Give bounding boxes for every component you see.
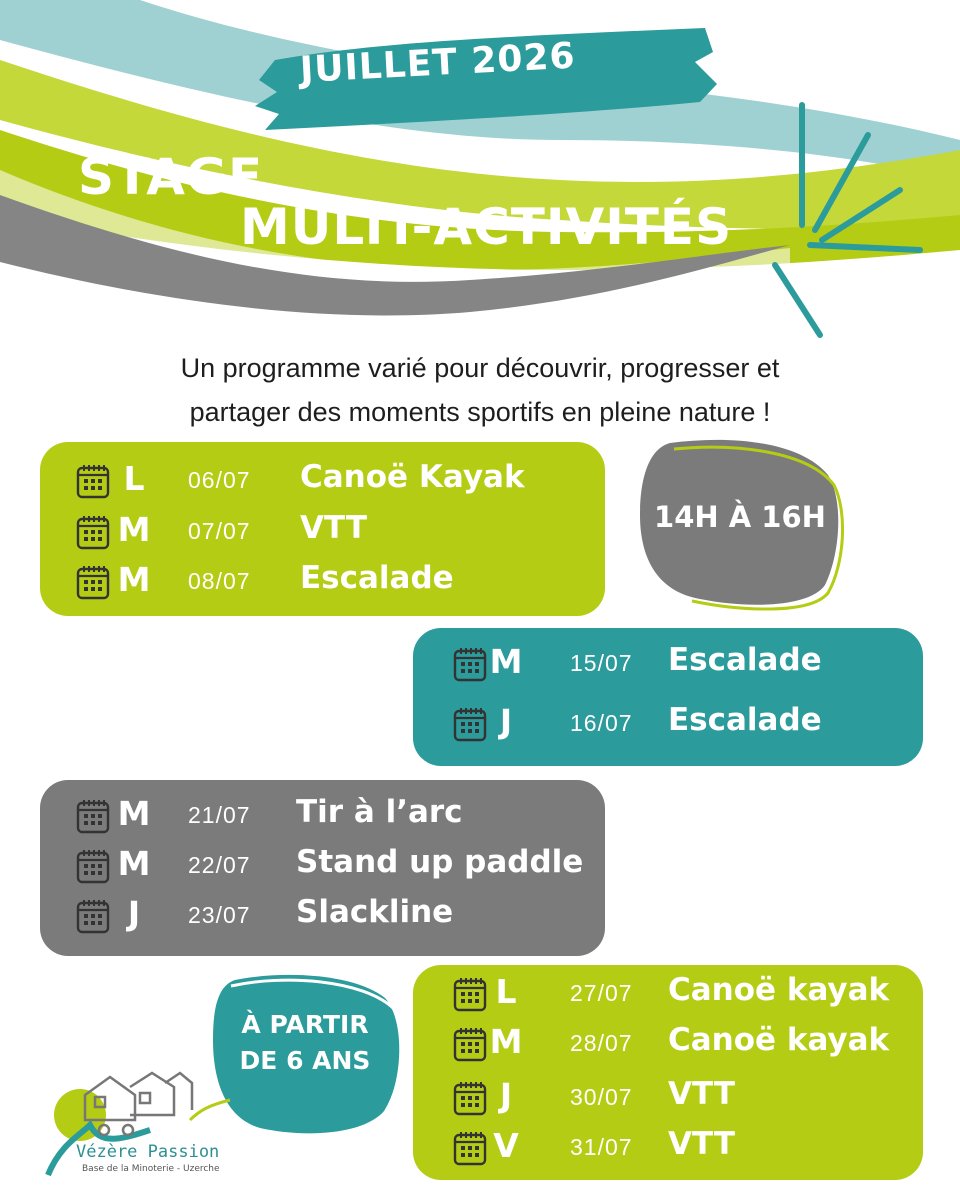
calendar-icon (453, 1080, 487, 1116)
logo-tagline: Base de la Minoterie - Uzerche (82, 1164, 220, 1174)
hours-badge: 14H À 16H (654, 500, 826, 534)
session-date: 06/07 (188, 467, 251, 493)
session-date: 16/07 (570, 710, 633, 736)
session-activity: Stand up paddle (296, 844, 584, 880)
session-day: L (495, 972, 517, 1011)
calendar-icon (453, 1130, 487, 1166)
sparkle-lines-icon (760, 90, 940, 350)
intro-text (0, 346, 960, 434)
calendar-icon (76, 898, 110, 934)
session-day: M (117, 794, 151, 833)
session-date: 30/07 (570, 1084, 633, 1110)
session-day: L (123, 459, 145, 498)
session-activity: VTT (668, 1126, 735, 1162)
calendar-icon (453, 646, 487, 682)
session-activity: Canoë kayak (668, 1022, 890, 1058)
calendar-icon (76, 798, 110, 834)
calendar-icon (76, 463, 110, 499)
session-activity: Escalade (668, 702, 822, 738)
session-day: J (499, 702, 513, 741)
session-day: M (117, 844, 151, 883)
calendar-icon (76, 514, 110, 550)
session-activity: VTT (668, 1076, 735, 1112)
calendar-icon (76, 848, 110, 884)
page-title-line1: STAGE (78, 148, 264, 206)
session-date: 31/07 (570, 1134, 633, 1160)
session-activity: VTT (300, 510, 367, 546)
session-activity: Canoë kayak (668, 972, 890, 1008)
age-badge-line2: DE 6 ANS (239, 1046, 371, 1075)
session-day: J (499, 1076, 513, 1115)
session-activity: Escalade (300, 560, 454, 596)
session-date: 27/07 (570, 980, 633, 1006)
session-day: J (127, 894, 141, 933)
session-date: 21/07 (188, 802, 251, 828)
intro-line-1: Un programme varié pour découvrir, progresser et (180, 353, 780, 383)
session-activity: Tir à l’arc (296, 794, 463, 830)
logo-name: Vézère Passion (76, 1142, 220, 1162)
calendar-icon (453, 1026, 487, 1062)
session-date: 15/07 (570, 650, 633, 676)
age-badge-line1: À PARTIR (241, 1010, 369, 1039)
intro-line-2: partager des moments sportifs en pleine nature ! (189, 397, 771, 427)
calendar-icon (76, 564, 110, 600)
session-day: M (489, 642, 523, 681)
session-date: 28/07 (570, 1030, 633, 1056)
session-day: M (117, 510, 151, 549)
session-activity: Escalade (668, 642, 822, 678)
session-day: V (493, 1126, 519, 1165)
session-activity: Canoë Kayak (300, 459, 525, 495)
session-day: M (117, 560, 151, 599)
page-title-line2: MULTI-ACTIVITÉS (240, 198, 733, 256)
month-label: JUILLET 2026 (298, 35, 577, 91)
calendar-icon (453, 976, 487, 1012)
session-date: 22/07 (188, 852, 251, 878)
session-date: 08/07 (188, 568, 251, 594)
session-date: 23/07 (188, 902, 251, 928)
session-day: M (489, 1022, 523, 1061)
session-activity: Slackline (296, 894, 454, 930)
session-date: 07/07 (188, 518, 251, 544)
calendar-icon (453, 706, 487, 742)
